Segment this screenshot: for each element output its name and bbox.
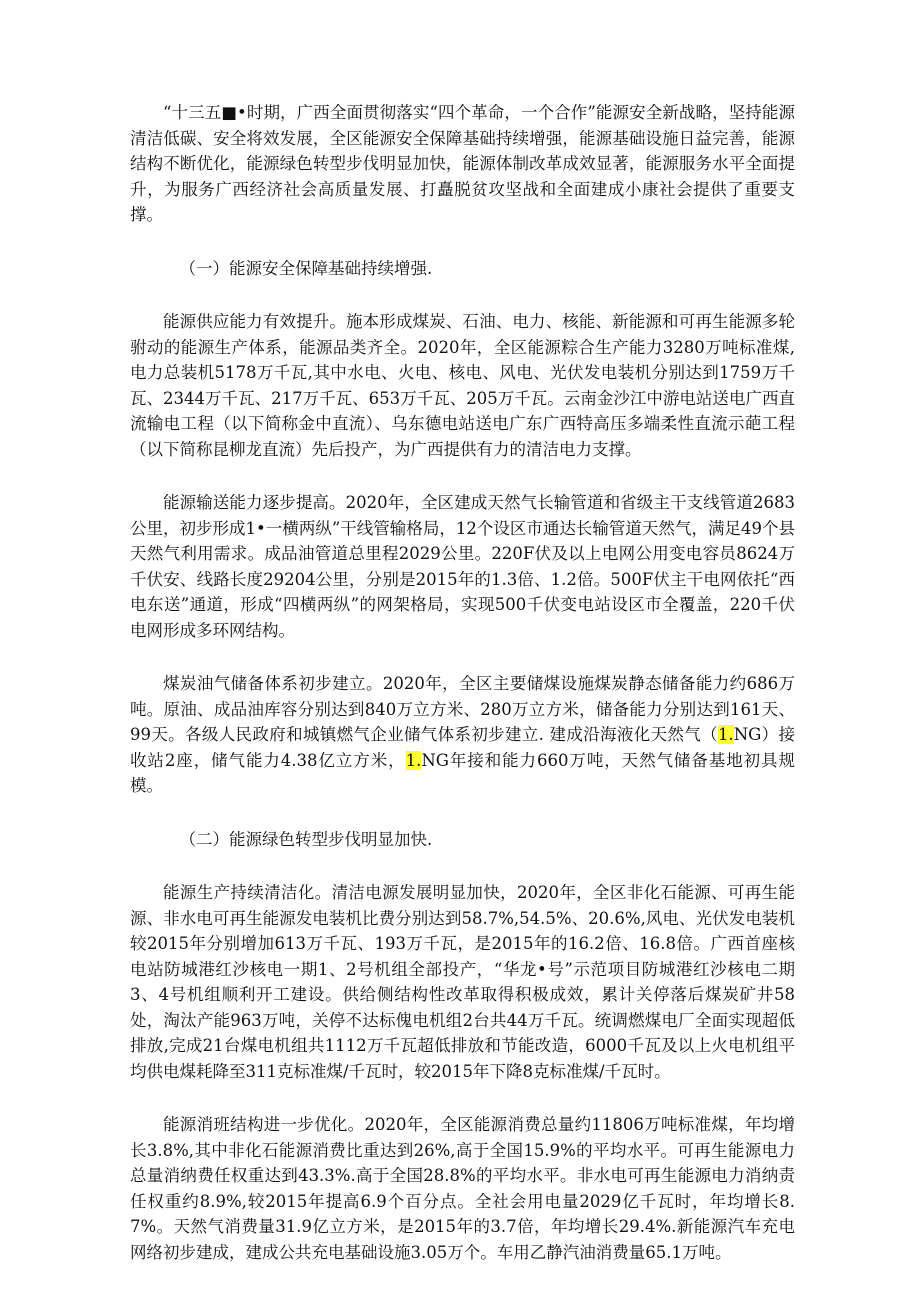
paragraph-energy-supply: 能源供应能力有效提升。施本形成煤炭、石油、电力、核能、新能源和可再生能源多轮驸动的能源生产体系，能源品类齐全。2020年，全区能源粽合生产能力3280万吨标准煤,电力总装机5178万千瓦,其中水电、火电、核电、风电、光伏发电装机分别达到1759万千瓦、2344万千瓦、217万千瓦、653万千瓦、205万千瓦。云南金沙江中游电站送电广西直流输电工程（以下简称金中直流）、乌东德电站送电广东广西特高压多端柔性直流示葩工程（以下简称昆柳龙直流）先后投产，为广西提供有力的清洁电力支撑。 (130, 312, 795, 459)
paragraph-clean-production: 能源生产持续清洁化。清洁电源发展明显加快，2020年，全区非化石能源、可再生能源、非水电可再生能源发电装机比费分别达到58.7%,54.5%、20.6%,风电、光伏发电装机较2015年分别增加613万千瓦、193万千瓦，是2015年的16.2倍、16.8倍。广西首座核电站防城港红沙核电一期1、2号机组全部投产，“华龙•号”示范项目防城港红沙核电二期3、4号机组顺利开工建设。供给侧结构性改革取得积极成效，累计关停落后煤炭矿井58处，淘汰产能963万吨，关停不达标傀电机组2台共44万千瓦。统调燃煤电厂全面实现超低排放,完成21台煤电机组共1112万千瓦超低排放和节能改造，6000千瓦及以上火电机组平均供电煤耗降至311克标准煤/千瓦时，较2015年下降8克标准煤/千瓦时。 (130, 883, 795, 1081)
highlighted-text: 1. (717, 725, 734, 744)
intro-paragraph: “十三五■•时期，广西全面贯彻落实“四个革命，一个合作”能源安全新战略，坚持能源清洁低碳、安全将效发展，全区能源安全保障基础持续增强，能源基础设施日益完善，能源结构不断优化，能源绿色转型步伐明显加快，能源体制改革成效显著，能源服务水平全面提升，为服务广西经济社会高质量发展、打矗脱贫攻坚战和全面建成小康社会提供了重要支撑。 (130, 103, 795, 224)
reserves-text-part-3: NG年接和能力660万吨，天然气储备基地初具规模。 (130, 750, 795, 795)
section-heading-green-transition: （二）能源绿色转型步伐明显加快. (179, 829, 433, 849)
paragraph-consumption-structure: 能源消班结构进一步优化。2020年，全区能源消费总量约11806万吨标准煤，年均增长3.8%,其中非化石能源消费比重达到26%,高于全国15.9%的平均水平。可再生能源电力总量消纳费任权重达到43.3%.高于全国28.8%的平均水平。非水电可再生能源电力消纳责任权重约8.9%,较2015年提高6.9个百分点。全社会用电量2029亿千瓦时，年均增长8.7%。天然气消费量31.9亿立方米，是2015年的3.7倍，年均增长29.4%.新能源汽车充电网络初步建成，建成公共充电基础设施3.05万个。车用乙静汽油消费量65.1万吨。 (130, 1115, 795, 1262)
paragraph-energy-reserves (130, 671, 795, 799)
highlighted-text: 1. (405, 750, 422, 770)
section-heading-energy-security: （一）能源安全保障基础持续增强. (179, 258, 433, 278)
document-body (130, 100, 795, 1293)
paragraph-energy-transmission: 能源输送能力逐步提高。2020年，全区建成天然气长输管道和省级主干支线管道2683公里，初步形成1•一横两纵”干线管输格局，12个设区市通达长输管道天然气，满足49个县天然气利用需求。成品油管道总里程2029公里。220F伏及以上电网公用变电容员8624万千伏安、线路长度29204公里，分别是2015年的1.3倍、1.2倍。500F伏主干电网依托“西电东送”通道，形成“四横两纵”的网架格局，实现500千伏变电站设区市全覆盖，220千伏电网形成多环网结构。 (130, 493, 795, 640)
reserves-text-part-1: 煤炭油气储备体系初步建立。2020年，全区主要储煤设施煤炭静态储备能力约686万吨。原油、成品油库容分别达到840万立方米、280万立方米，储备能力分别达到161天、99天。各级人民政府和城镇燃气企业储气体系初步建立. 建成沿海液化天然气（ (130, 674, 795, 744)
reserves-text-part-2: NG）接收站2座，储气能力4.38亿立方米， (130, 725, 795, 770)
